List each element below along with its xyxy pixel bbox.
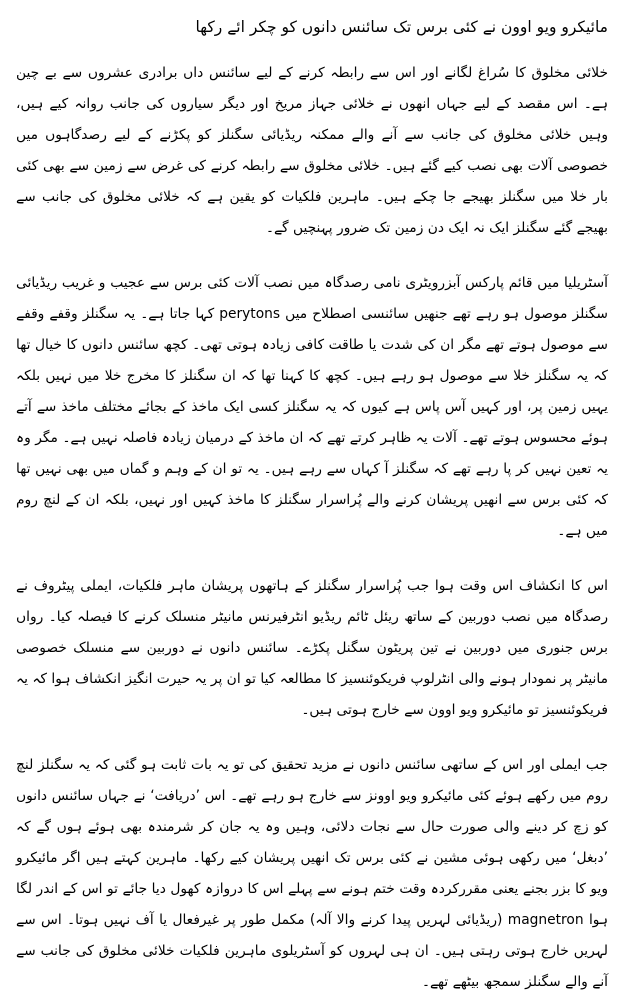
article-paragraph-1: خلائی مخلوق کا سُراغ لگانے اور اس سے رابطہ کرنے کے لیے سائنس داں برادری عشروں سے بے چین ہے۔ اس مقصد کے لیے جہاں انھوں نے خلائی جہاز مریخ اور دیگر سیاروں کی جانب روانہ کیے ہیں، وہیں خلائی مخلوق کی جانب سے آنے والے ممکنہ ریڈیائی سگنلز کو پکڑنے کے لیے رصدگاہوں میں خصوصی آلات بھی نصب کیے گئے ہیں۔ خلائی مخلوق سے رابطہ کرنے کی غرض سے زمین سے بھی کئی بار خلا میں سگنلز بھیجے جا چکے ہیں۔ ماہرین فلکیات کو یقین ہے کہ خلائی مخلوق کی جانب سے بھیجے گئے سگنلز ایک نہ ایک دن زمین تک ضرور پہنچیں گے۔ <box>16 65 608 236</box>
article-body <box>16 58 608 998</box>
article-paragraph-2: آسٹریلیا میں قائم پارکس آبزرویٹری نامی رصدگاہ میں نصب آلات کئی برس سے عجیب و غریب ریڈیائی سگنلز موصول ہو رہے تھے جنھیں سائنسی اصطلاح میں perytons کہا جاتا ہے۔ یہ سگنلز وقفے وقفے سے موصول ہوتے تھے مگر ان کی شدت یا طاقت کافی زیادہ ہوتی تھی۔ کچھ سائنس دانوں کا خیال تھا کہ یہ سگنلز خلا سے موصول ہو رہے ہیں۔ کچھ کا کہنا تھا کہ ان سگنلز کا مخرج خلا میں نہیں بلکہ یہیں زمین پر، اور کہیں آس پاس ہے کیوں کہ یہ سگنلز کسی ایک ماخذ کے بجائے مختلف ماخذ سے آتے ہوئے محسوس ہوتے تھے۔ آلات یہ ظاہر کرتے تھے کہ ان ماخذ کے درمیان زیادہ فاصلہ نہیں ہے۔ مگر وہ یہ تعین نہیں کر پا رہے تھے کہ سگنلز آ کہاں سے رہے ہیں۔ یہ تو ان کے وہم و گماں میں بھی نہیں تھا کہ کئی برس سے انھیں پریشان کرنے والے پُراسرار سگنلز کا ماخذ کہیں اور نہیں، بلکہ ان کے لنچ روم میں ہے۔ <box>16 275 608 539</box>
article-paragraph-3: اس کا انکشاف اس وقت ہوا جب پُراسرار سگنلز کے ہاتھوں پریشان ماہر فلکیات، ایملی پیٹروف نے رصدگاہ میں نصب دوربین کے ساتھ ریئل ٹائم ریڈیو انٹرفیرنس مانیٹر منسلک کرنے کا فیصلہ کیا۔ رواں برس جنوری میں دوربین نے تین پریٹون سگنل پکڑے۔ سائنس دانوں نے دوربین سے منسلک خصوصی مانیٹر پر نمودار ہونے والی انٹرلوپ فریکوئنسیز کا مطالعہ کیا تو ان پر یہ حیرت انگیز انکشاف ہوا کہ یہ فریکوئنسیز تو مائیکرو ویو اوون سے خارج ہوتی ہیں۔ <box>16 578 608 718</box>
article-paragraph-4: جب ایملی اور اس کے ساتھی سائنس دانوں نے مزید تحقیق کی تو یہ بات ثابت ہو گئی کہ یہ سگنلز لنچ روم میں رکھے ہوئے کئی مائیکرو ویو اوونز سے خارج ہو رہے تھے۔ اس ’دریافت‘ نے جہاں سائنس دانوں کو زچ کر دینے والی صورت حال سے نجات دلائی، وہیں وہ یہ جان کر شرمندہ بھی ہوئے ہوں گے کہ ’دبغل‘ میں رکھی ہوئی مشین نے کئی برس تک انھیں پریشان کیے رکھا۔ ماہرین کہتے ہیں اگر مائیکرو ویو کا بزر بجنے یعنی مقررکردہ وقت ختم ہونے سے پہلے اس کا دروازہ کھول دیا جائے تو اس کے اندر لگا ہوا magnetron (ریڈیائی لہریں پیدا کرنے والا آلہ) مکمل طور پر غیرفعال یا آف نہیں ہوتا۔ اس سے لہریں خارج ہوتی رہتی ہیں۔ ان ہی لہروں کو آسٹریلوی ماہرین فلکیات خلائی مخلوق کی جانب سے آنے والے سگنلز سمجھ بیٹھے تھے۔ <box>16 757 608 990</box>
article-headline: مائیکرو ویو اوون نے کئی برس تک سائنس دانوں کو چکر ائے رکھا <box>195 18 608 36</box>
